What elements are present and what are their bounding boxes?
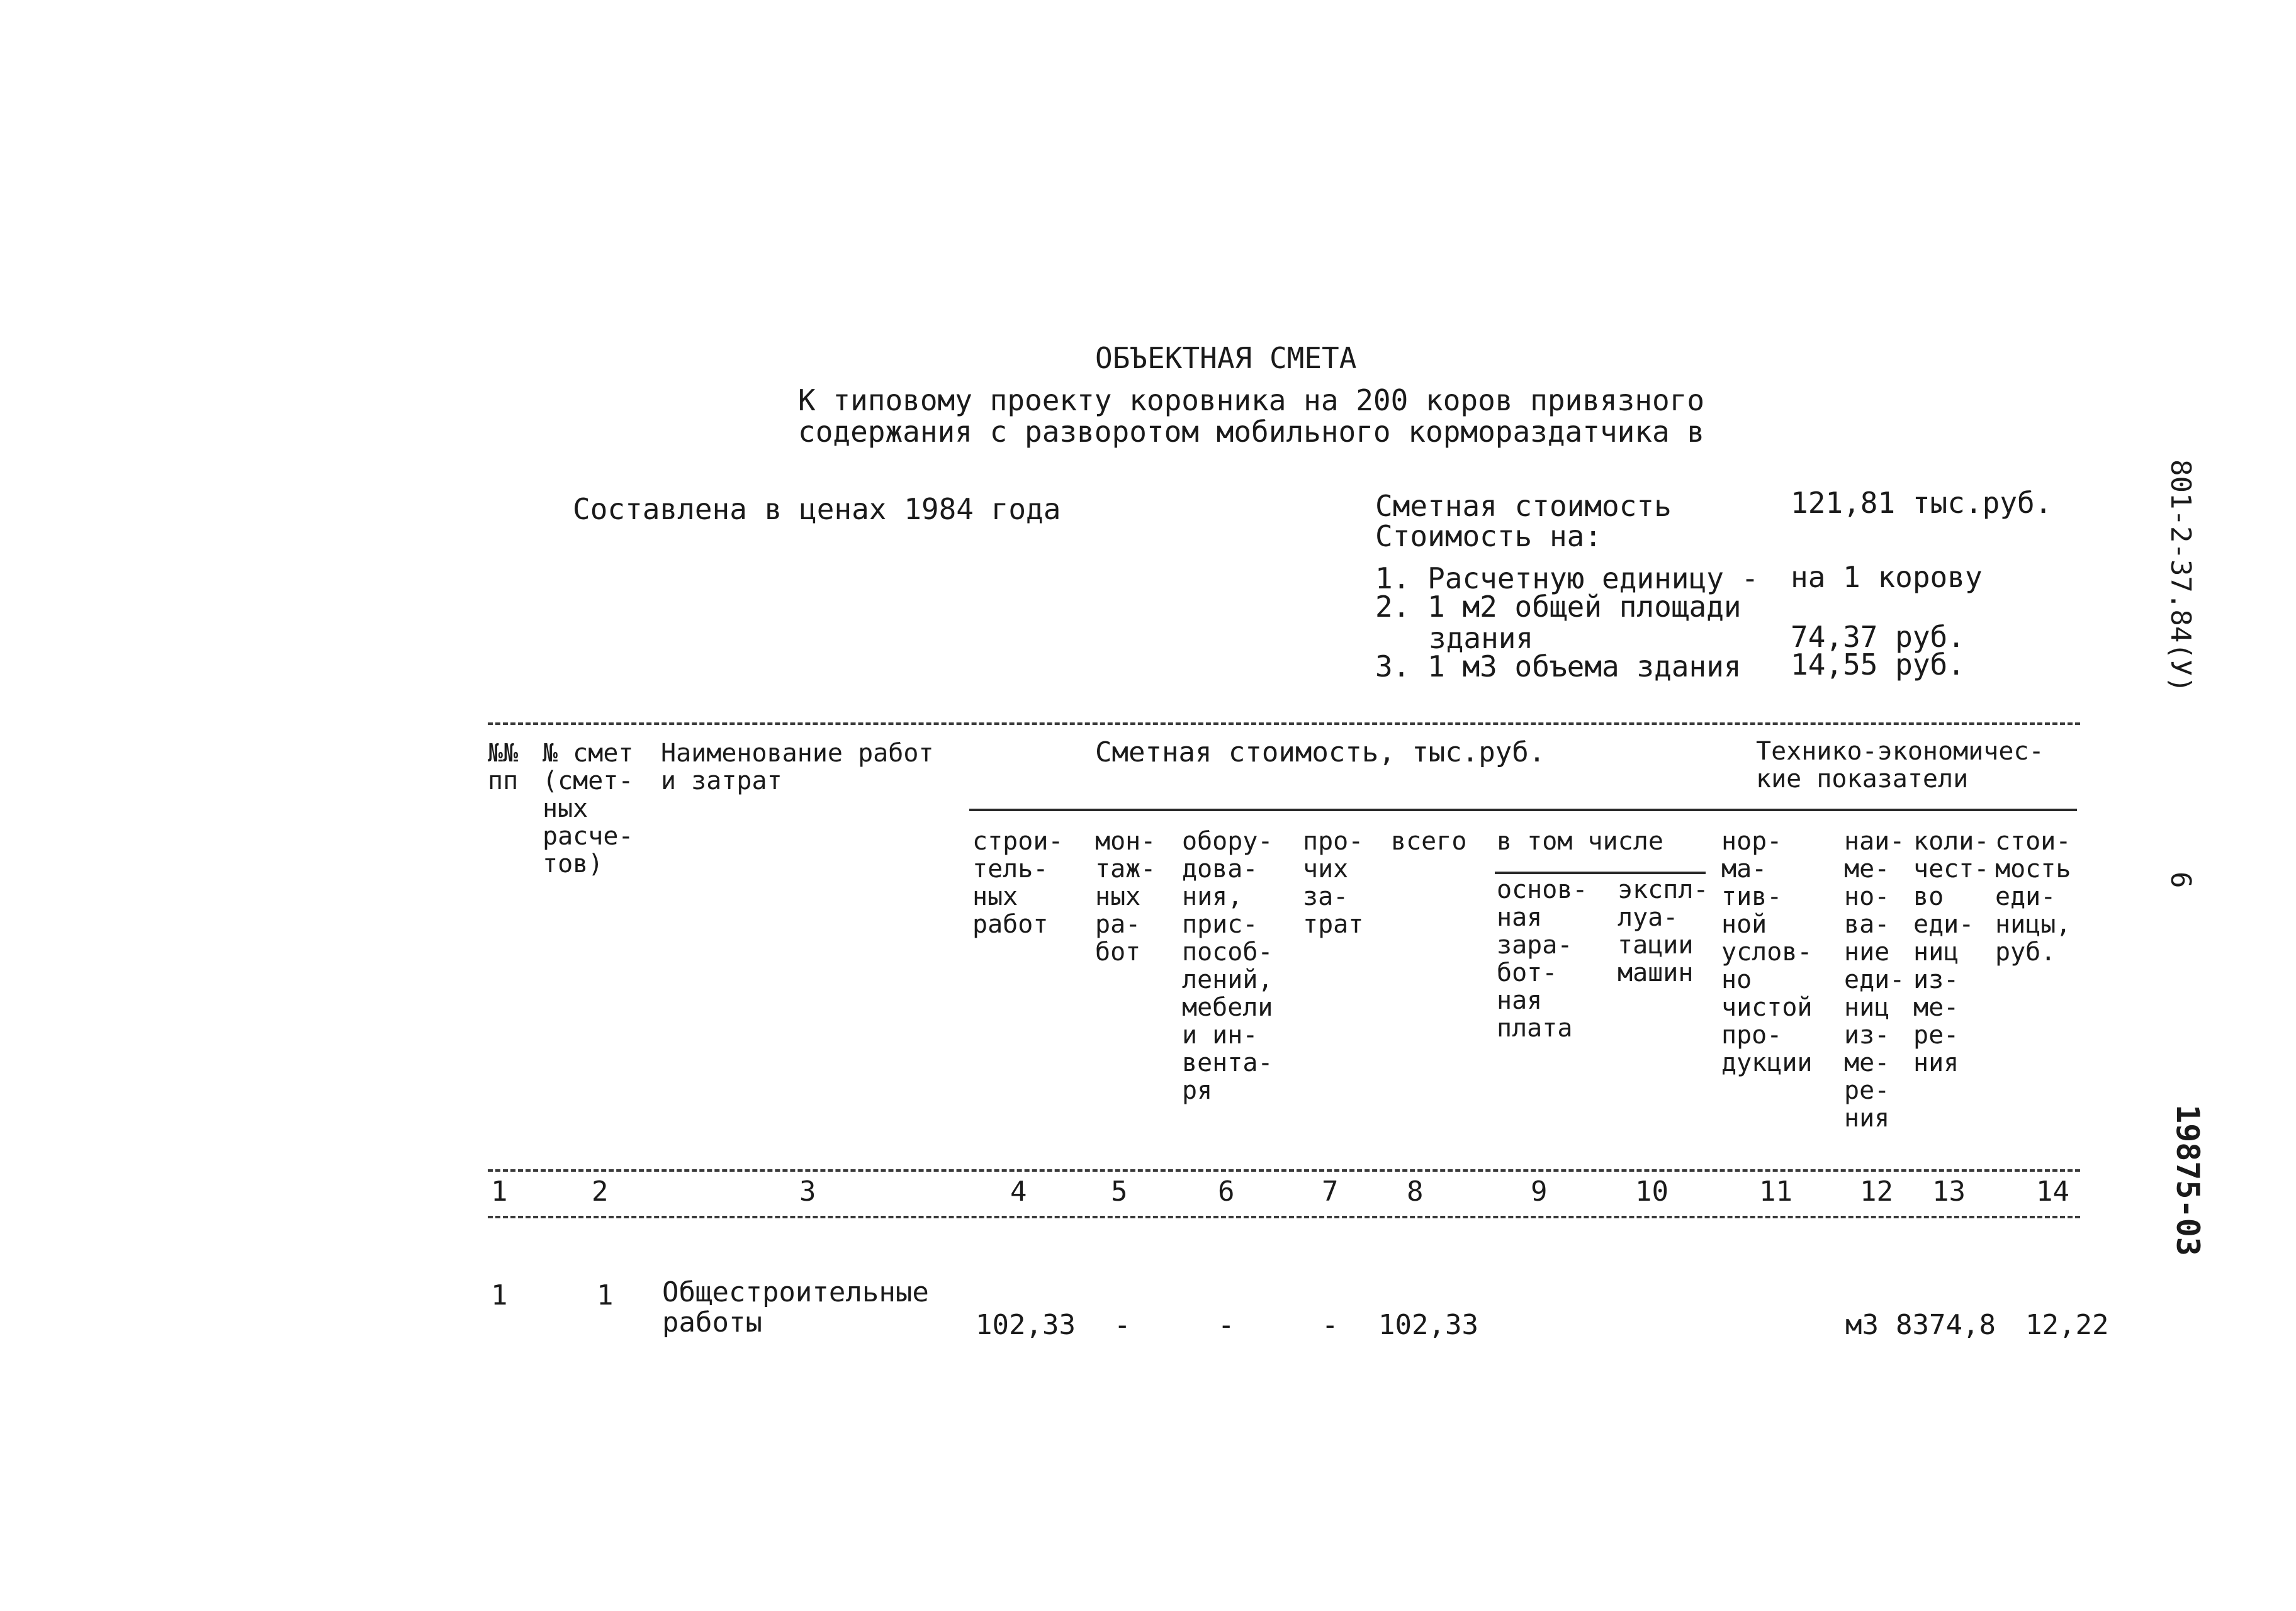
row-construction-cost: 102,33: [976, 1309, 1076, 1341]
header-col-1: №№ пп: [488, 739, 519, 795]
estimated-cost-label: Сметная стоимость: [1375, 489, 1672, 523]
row-total-cost: 102,33: [1378, 1309, 1478, 1341]
col-numbers-rule: [488, 1216, 2080, 1218]
incl-group-rule: [1495, 872, 1706, 874]
row-name: Общестроительные работы: [662, 1276, 929, 1339]
subtitle-line-2: содержания с разворотом мобильного кормораздатчика в: [798, 415, 1705, 449]
item-3-value: 14,55 руб.: [1791, 648, 1965, 682]
header-col-3: Наименование работ и затрат: [661, 739, 934, 795]
row-installation-cost: -: [1114, 1309, 1131, 1341]
header-including: в том числе: [1497, 827, 1663, 856]
subtitle-line-1: К типовому проекту коровника на 200 коров привязного: [798, 383, 1705, 417]
col-number: 8: [1407, 1176, 1424, 1208]
row-quantity: 8374,8: [1896, 1309, 1996, 1341]
header-total: всего: [1391, 827, 1467, 856]
col-number: 2: [592, 1176, 609, 1208]
header-unit-name: наи- ме- но- ва- ние еди- ниц из- ме- ре- ния: [1844, 827, 1905, 1133]
estimated-cost-value: 121,81 тыс.руб.: [1791, 486, 2052, 520]
row-number: 1: [491, 1279, 508, 1311]
prices-note: Составлена в ценах 1984 года: [573, 492, 1061, 526]
margin-code-bottom: 19875-03: [2169, 1104, 2206, 1256]
col-number: 7: [1322, 1176, 1339, 1208]
item-1-label: 1. Расчетную единицу -: [1375, 561, 1759, 595]
header-construction: строи- тель- ных работ: [972, 827, 1064, 939]
header-unit-qty: коли- чест- во еди- ниц из- ме- ре- ния: [1913, 827, 1989, 1077]
header-col-2: № смет (смет- ных расче- тов): [543, 739, 634, 878]
col-number: 1: [491, 1176, 508, 1208]
header-tech-group: Технико-экономичес- кие показатели: [1756, 737, 2044, 794]
col-number: 9: [1531, 1176, 1548, 1208]
header-net-production: нор- ма- тив- ной услов- но чистой про- дукции: [1721, 827, 1813, 1077]
item-2-label: 2. 1 м2 общей площади: [1375, 590, 1742, 624]
item-2-label-cont: здания: [1429, 621, 1534, 655]
col-number: 4: [1010, 1176, 1027, 1208]
col-number: 11: [1759, 1176, 1792, 1208]
col-number: 10: [1635, 1176, 1669, 1208]
col-number: 6: [1218, 1176, 1235, 1208]
document-title: ОБЪЕКТНАЯ СМЕТА: [1095, 341, 1357, 375]
margin-code-top: 801-2-37.84(У): [2164, 459, 2197, 693]
col-number: 13: [1932, 1176, 1966, 1208]
header-equipment: обору- дова- ния, прис- пособ- лений, мебели и ин- вента- ря: [1182, 827, 1273, 1105]
col-number: 3: [799, 1176, 816, 1208]
margin-page-number: 6: [2164, 872, 2197, 889]
item-1-value: на 1 корову: [1791, 560, 1983, 594]
cost-group-rule: [969, 809, 2077, 811]
item-2-value: 74,37 руб.: [1791, 620, 1965, 654]
row-smeta-number: 1: [597, 1279, 614, 1311]
header-installation: мон- таж- ных ра- бот: [1095, 827, 1156, 967]
header-cost-group: Сметная стоимость, тыс.руб.: [1095, 736, 1546, 768]
table-top-rule: [488, 722, 2080, 725]
col-number: 14: [2036, 1176, 2069, 1208]
header-unit-cost: стои- мость еди- ницы, руб.: [1995, 827, 2071, 967]
header-machine-ops: экспл- луа- тации машин: [1618, 875, 1709, 987]
row-other-cost: -: [1322, 1309, 1339, 1341]
col-number: 12: [1860, 1176, 1893, 1208]
header-base-wage: основ- ная зара- бот- ная плата: [1497, 875, 1588, 1043]
header-bottom-rule: [488, 1169, 2080, 1172]
cost-per-label: Стоимость на:: [1375, 519, 1602, 553]
header-other: про- чих за- трат: [1303, 827, 1364, 939]
item-3-label: 3. 1 м3 объема здания: [1375, 649, 1742, 683]
row-unit: м3: [1845, 1309, 1879, 1341]
row-unit-cost: 12,22: [2025, 1309, 2109, 1341]
col-number: 5: [1111, 1176, 1128, 1208]
row-equipment-cost: -: [1218, 1309, 1235, 1341]
